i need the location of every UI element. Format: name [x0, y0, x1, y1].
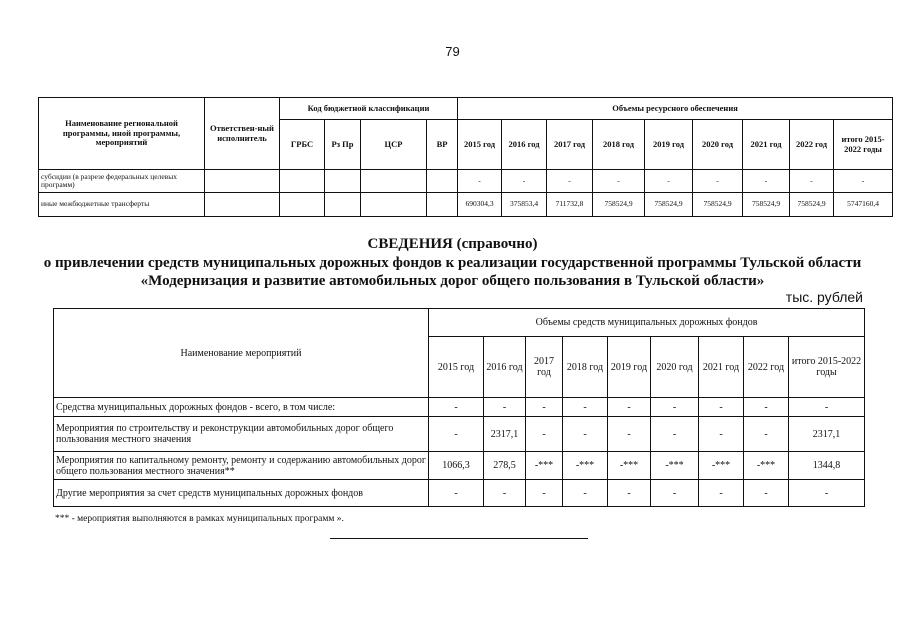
row-name: Другие мероприятия за счет средств муниципальных дорожных фондов [54, 480, 429, 507]
header-total: итого 2015-2022 годы [789, 337, 865, 398]
value-cell: - [429, 480, 484, 507]
table-row [39, 193, 893, 217]
value-cell: - [743, 170, 790, 193]
empty-cell [361, 193, 427, 217]
resource-table [38, 97, 893, 217]
empty-cell [205, 170, 280, 193]
table-row [54, 417, 865, 452]
value-cell: - [484, 398, 526, 417]
header-group: Объемы средств муниципальных дорожных фондов [429, 309, 865, 337]
value-cell: - [789, 480, 865, 507]
row-name: иные межбюджетные трансферты [39, 193, 205, 217]
header-year: 2019 год [645, 120, 693, 170]
road-funds-table [53, 308, 865, 507]
row-name: Мероприятия по строительству и реконструкции автомобильных дорог общего пользования местного значения [54, 417, 429, 452]
table-row [54, 452, 865, 480]
header-year: 2022 год [790, 120, 834, 170]
value-cell: - [563, 398, 608, 417]
value-cell: -*** [563, 452, 608, 480]
value-cell: 2317,1 [789, 417, 865, 452]
table-row [54, 480, 865, 507]
value-cell: - [789, 398, 865, 417]
value-cell: - [790, 170, 834, 193]
header-executor: Ответствен-ный исполнитель [205, 98, 280, 170]
value-cell: - [502, 170, 547, 193]
header-year: 2018 год [563, 337, 608, 398]
value-cell: 278,5 [484, 452, 526, 480]
table-row [54, 398, 865, 417]
header-budget-code: Код бюджетной классификации [280, 98, 458, 120]
value-cell: -*** [744, 452, 789, 480]
header-name: Наименование региональной программы, иной программы, мероприятий [39, 98, 205, 170]
value-cell: 758524,9 [645, 193, 693, 217]
empty-cell [205, 193, 280, 217]
row-name: Мероприятия по капитальному ремонту, ремонту и содержанию автомобильных дорог общего пользования местного значения** [54, 452, 429, 480]
row-name: субсидии (в разрезе федеральных целевых программ) [39, 170, 205, 193]
value-cell: - [593, 170, 645, 193]
value-cell: - [744, 417, 789, 452]
value-cell: - [429, 398, 484, 417]
header-year: 2019 год [608, 337, 651, 398]
value-cell: 690304,3 [458, 193, 502, 217]
value-cell: - [645, 170, 693, 193]
value-cell: -*** [699, 452, 744, 480]
header-year: 2022 год [744, 337, 789, 398]
value-cell: 375853,4 [502, 193, 547, 217]
end-rule [330, 538, 588, 539]
empty-cell [361, 170, 427, 193]
empty-cell [325, 193, 361, 217]
value-cell: - [526, 398, 563, 417]
header-year: 2015 год [429, 337, 484, 398]
table-row [39, 170, 893, 193]
value-cell: - [563, 480, 608, 507]
value-cell: - [699, 480, 744, 507]
value-cell: - [563, 417, 608, 452]
header-name: Наименование мероприятий [54, 309, 429, 398]
value-cell: - [608, 398, 651, 417]
value-cell: - [608, 417, 651, 452]
value-cell: - [651, 480, 699, 507]
value-cell: 758524,9 [790, 193, 834, 217]
value-cell: - [834, 170, 893, 193]
value-cell: - [429, 417, 484, 452]
header-rzpr: Рз Пр [325, 120, 361, 170]
value-cell: -*** [651, 452, 699, 480]
header-year: 2021 год [699, 337, 744, 398]
header-year: 2017 год [547, 120, 593, 170]
header-year: 2017 год [526, 337, 563, 398]
value-cell: - [699, 417, 744, 452]
value-cell: 1344,8 [789, 452, 865, 480]
value-cell: - [693, 170, 743, 193]
empty-cell [280, 170, 325, 193]
value-cell: - [526, 480, 563, 507]
value-cell: 2317,1 [484, 417, 526, 452]
value-cell: 758524,9 [693, 193, 743, 217]
value-cell: 758524,9 [743, 193, 790, 217]
value-cell: 5747160,4 [834, 193, 893, 217]
header-year: 2020 год [693, 120, 743, 170]
header-grbs: ГРБС [280, 120, 325, 170]
value-cell: -*** [526, 452, 563, 480]
empty-cell [280, 193, 325, 217]
empty-cell [427, 193, 458, 217]
value-cell: - [651, 417, 699, 452]
header-resources: Объемы ресурсного обеспечения [458, 98, 893, 120]
value-cell: - [744, 480, 789, 507]
value-cell: - [699, 398, 744, 417]
value-cell: - [744, 398, 789, 417]
header-csr: ЦСР [361, 120, 427, 170]
unit-label: тыс. рублей [785, 289, 863, 305]
value-cell: - [458, 170, 502, 193]
value-cell: - [547, 170, 593, 193]
heading-title: СВЕДЕНИЯ (справочно) [367, 236, 538, 252]
empty-cell [325, 170, 361, 193]
value-cell: 1066,3 [429, 452, 484, 480]
heading-subtitle: о привлечении средств муниципальных дорожных фондов к реализации государственной программы Тульской области [43, 255, 862, 271]
value-cell: 758524,9 [593, 193, 645, 217]
header-vr: ВР [427, 120, 458, 170]
value-cell: -*** [608, 452, 651, 480]
value-cell: - [484, 480, 526, 507]
page-number: 79 [445, 44, 460, 59]
header-year: 2018 год [593, 120, 645, 170]
header-year: 2016 год [502, 120, 547, 170]
heading-program-name: «Модернизация и развитие автомобильных дорог общего пользования в Тульской области» [140, 273, 765, 289]
header-year: 2021 год [743, 120, 790, 170]
header-year: 2016 год [484, 337, 526, 398]
header-year: 2020 год [651, 337, 699, 398]
value-cell: - [608, 480, 651, 507]
row-name: Средства муниципальных дорожных фондов - всего, в том числе: [54, 398, 429, 417]
value-cell: - [651, 398, 699, 417]
empty-cell [427, 170, 458, 193]
header-year: 2015 год [458, 120, 502, 170]
value-cell: 711732,8 [547, 193, 593, 217]
value-cell: - [526, 417, 563, 452]
footnote: *** - мероприятия выполняются в рамках муниципальных программ ». [55, 514, 344, 524]
header-total: итого 2015-2022 годы [834, 120, 893, 170]
